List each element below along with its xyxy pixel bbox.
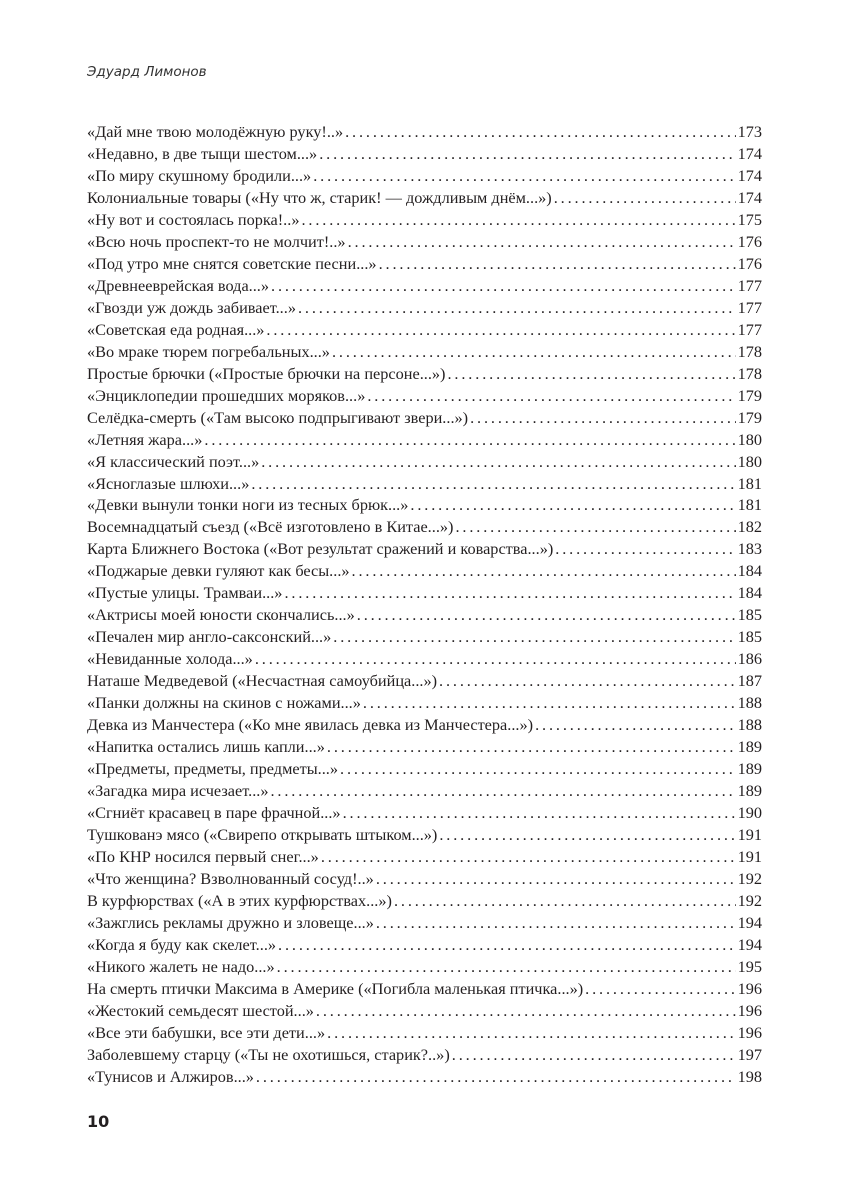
dot-leader [277,956,736,978]
toc-entry [87,473,762,495]
dot-leader [394,890,736,912]
toc-entry [87,451,762,473]
dot-leader [376,868,736,890]
toc-entry-title: Простые брючки («Простые брючки на персоне...») [87,363,446,383]
table-of-contents [87,121,762,1088]
toc-entry [87,1044,762,1066]
toc-entry [87,1022,762,1044]
toc-entry-title: «Печален мир англо-саксонский...» [87,627,332,647]
toc-entry-title: «Все эти бабушки, все эти дети...» [87,1022,326,1042]
dot-leader [298,297,736,319]
toc-entry [87,253,762,275]
dot-leader [313,165,735,187]
dot-leader [266,319,735,341]
toc-entry-title: «Панки должны на скинов с ножами...» [87,693,361,713]
toc-entry [87,187,762,209]
toc-entry-page: 194 [737,934,762,954]
toc-entry [87,275,762,297]
dot-leader [251,473,735,495]
toc-entry-page: 181 [737,495,762,515]
toc-entry-page: 198 [737,1066,762,1086]
toc-entry-title: «Напитка остались лишь капли...» [87,737,325,757]
toc-entry-page: 192 [737,890,762,910]
toc-entry-title: В курфюрствах («А в этих курфюрствах...») [87,890,392,910]
toc-entry [87,1066,762,1088]
toc-entry-page: 176 [737,231,762,251]
toc-entry-title: Девка из Манчестера («Ко мне явилась девка из Манчестера...») [87,715,534,735]
toc-entry-title: «Сгниёт красавец в паре фрачной...» [87,803,341,823]
toc-entry-page: 192 [737,868,762,888]
dot-leader [348,231,736,253]
toc-entry-title: «Дай мне твою молодёжную руку!..» [87,122,344,141]
toc-entry-page: 182 [737,517,762,537]
toc-entry-page: 185 [737,605,762,625]
dot-leader [376,912,736,934]
toc-entry [87,604,762,626]
toc-entry-title: Карта Ближнего Востока («Вот результат сражений и коварства...») [87,539,554,559]
toc-entry-page: 180 [737,429,762,449]
dot-leader [535,714,736,736]
toc-entry-title: «Пустые улицы. Трамваи...» [87,583,283,603]
toc-entry [87,1000,762,1022]
dot-leader [327,736,736,758]
toc-entry-title: «Ясноглазые шлюхи...» [87,473,250,493]
dot-leader [340,758,736,780]
toc-entry [87,956,762,978]
toc-entry-title: «Гвозди уж дождь забивает...» [87,297,296,317]
toc-entry [87,934,762,956]
dot-leader [357,604,736,626]
toc-entry-title: «Жестокий семьдесят шестой...» [87,1000,314,1020]
toc-entry-page: 184 [737,561,762,581]
toc-entry-title: «Загадка мира исчезает...» [87,781,269,801]
toc-entry-title: «Под утро мне снятся советские песни...» [87,253,377,273]
toc-entry-page: 179 [737,407,762,427]
toc-entry-title: «Всю ночь проспект-то не молчит!..» [87,231,346,251]
dot-leader [554,187,736,209]
toc-entry-page: 174 [737,143,762,163]
toc-entry-title: «Зажглись рекламы дружно и зловеще...» [87,912,374,932]
toc-entry-page: 191 [737,846,762,866]
toc-entry [87,670,762,692]
dot-leader [410,494,735,516]
dot-leader [363,692,736,714]
dot-leader [316,1000,736,1022]
toc-entry [87,758,762,780]
toc-entry [87,780,762,802]
toc-entry [87,890,762,912]
toc-entry-title: «Предметы, предметы, предметы...» [87,759,339,779]
toc-entry-page: 195 [737,956,762,976]
toc-entry-page: 177 [737,319,762,339]
toc-entry [87,692,762,714]
dot-leader [555,538,735,560]
dot-leader [470,407,736,429]
toc-entry [87,385,762,407]
dot-leader [379,253,736,275]
dot-leader [327,1022,735,1044]
toc-entry-page: 197 [737,1044,762,1064]
toc-entry-title: Наташе Медведевой («Несчастная самоубийца...») [87,671,438,691]
toc-entry-page: 178 [737,341,762,361]
toc-entry-title: «Девки вынули тонки ноги из тесных брюк...» [87,495,409,515]
toc-entry [87,648,762,670]
toc-entry-page: 185 [737,627,762,647]
toc-entry-title: «Недавно, в две тыщи шестом...» [87,143,318,163]
toc-entry-title: Тушкованэ мясо («Свирепо открывать штыком...») [87,825,438,844]
toc-entry [87,516,762,538]
toc-entry [87,582,762,604]
toc-entry-page: 183 [737,539,762,559]
running-head-author: Эдуард Лимонов [87,64,207,80]
toc-entry [87,319,762,341]
toc-entry-title: «Невиданные холода...» [87,649,253,669]
toc-entry-title: Заболевшему старцу («Ты не охотишься, старик?..») [87,1044,450,1064]
toc-entry [87,209,762,231]
toc-entry-page: 187 [737,671,762,691]
toc-entry-title: «По КНР носился первый снег...» [87,846,319,866]
toc-entry-page: 179 [737,385,762,405]
toc-entry-page: 184 [737,583,762,603]
toc-entry-title: «Когда я буду как скелет...» [87,934,277,954]
toc-entry-title: Селёдка-смерть («Там высоко подпрыгивают звери...») [87,407,469,427]
dot-leader [271,275,736,297]
toc-entry-title: «Советская еда родная...» [87,319,265,339]
toc-entry [87,429,762,451]
dot-leader [452,1044,736,1066]
dot-leader [319,143,735,165]
toc-entry-page: 174 [737,165,762,185]
toc-entry-title: На смерть птички Максима в Америке («Погибла маленькая птичка...») [87,978,584,998]
dot-leader [343,802,736,824]
toc-entry-page: 188 [737,693,762,713]
toc-entry [87,868,762,890]
toc-entry-page: 181 [737,473,762,493]
dot-leader [278,934,736,956]
toc-entry [87,494,762,516]
toc-entry-page: 178 [737,363,762,383]
toc-entry [87,363,762,385]
dot-leader [455,516,735,538]
toc-entry [87,231,762,253]
toc-entry-title: «Я классический поэт...» [87,451,260,471]
toc-entry [87,846,762,868]
toc-entry [87,143,762,165]
toc-entry [87,626,762,648]
dot-leader [204,429,735,451]
toc-entry-title: «Тунисов и Алжиров...» [87,1066,254,1086]
toc-entry [87,714,762,736]
toc-entry [87,407,762,429]
toc-entry [87,341,762,363]
toc-entry-page: 173 [737,122,762,141]
toc-entry [87,121,762,143]
toc-entry-page: 180 [737,451,762,471]
dot-leader [447,363,735,385]
dot-leader [256,1066,736,1088]
page-number: 10 [87,1112,110,1131]
toc-entry-page: 174 [737,187,762,207]
toc-entry [87,802,762,824]
dot-leader [439,824,735,846]
dot-leader [301,209,735,231]
dot-leader [367,385,735,407]
toc-entry-page: 176 [737,253,762,273]
toc-entry-title: Колониальные товары («Ну что ж, старик! — дождливым днём...») [87,187,552,207]
toc-entry-page: 190 [737,803,762,823]
toc-entry-page: 177 [737,275,762,295]
toc-entry-page: 189 [737,759,762,779]
toc-entry-page: 177 [737,297,762,317]
toc-entry-title: «По миру скушному бродили...» [87,165,312,185]
dot-leader [321,846,736,868]
toc-entry-page: 196 [737,1022,762,1042]
dot-leader [585,978,735,1000]
toc-entry-title: «Поджарые девки гуляют как бесы...» [87,561,350,581]
toc-entry [87,978,762,1000]
toc-entry-page: 189 [737,737,762,757]
toc-entry [87,538,762,560]
toc-entry-page: 188 [737,715,762,735]
toc-entry [87,297,762,319]
dot-leader [333,626,735,648]
toc-entry-title: «Древнееврейская вода...» [87,275,270,295]
toc-entry-title: «Что женщина? Взволнованный сосуд!..» [87,868,374,888]
toc-entry-title: Восемнадцатый съезд («Всё изготовлено в Китае...») [87,517,454,537]
toc-entry-title: «Энциклопедии прошедших моряков...» [87,385,366,405]
toc-entry-page: 194 [737,912,762,932]
dot-leader [345,121,735,143]
toc-entry [87,560,762,582]
dot-leader [270,780,735,802]
toc-entry-page: 175 [737,209,762,229]
dot-leader [255,648,736,670]
dot-leader [332,341,736,363]
toc-entry-page: 191 [737,825,762,844]
toc-entry [87,736,762,758]
toc-entry-title: «Летняя жара...» [87,429,203,449]
toc-entry-page: 196 [737,1000,762,1020]
toc-entry-title: «Ну вот и состоялась порка!..» [87,209,300,229]
toc-entry [87,824,762,846]
toc-entry-page: 189 [737,781,762,801]
dot-leader [261,451,735,473]
toc-entry-title: «Актрисы моей юности скончались...» [87,605,355,625]
toc-entry [87,165,762,187]
toc-entry-title: «Во мраке тюрем погребальных...» [87,341,330,361]
toc-entry [87,912,762,934]
dot-leader [439,670,736,692]
toc-entry-page: 196 [737,978,762,998]
dot-leader [284,582,735,604]
toc-entry-page: 186 [737,649,762,669]
dot-leader [352,560,736,582]
toc-entry-title: «Никого жалеть не надо...» [87,956,275,976]
